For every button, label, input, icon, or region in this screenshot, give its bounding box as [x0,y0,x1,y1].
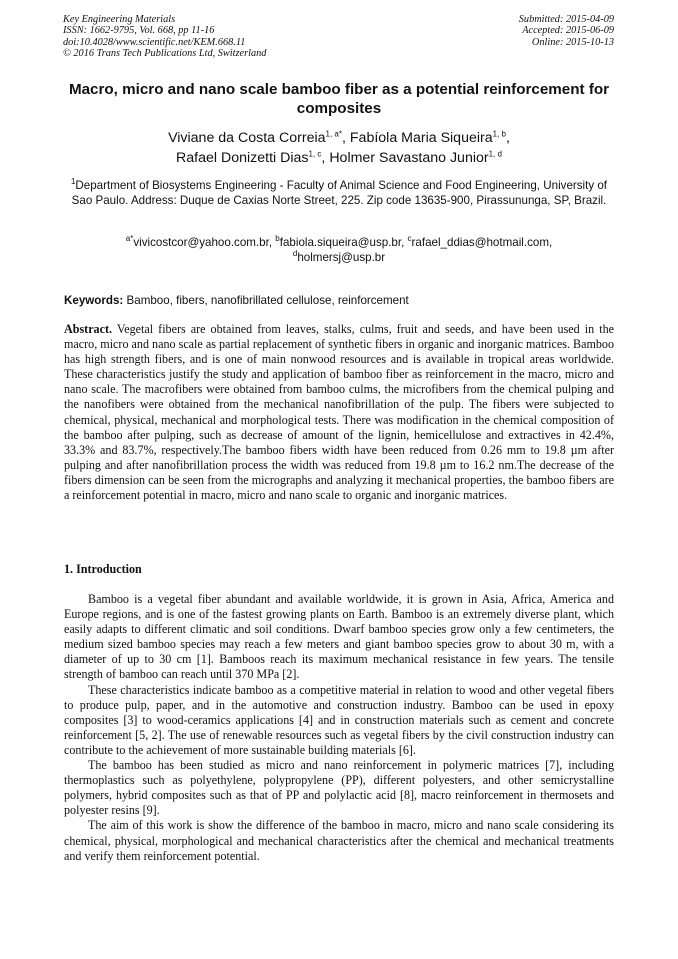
author-superscript: 1, c [308,149,322,159]
email-address[interactable]: vivicostcor@yahoo.com.br [133,236,269,249]
email-separator: , [401,236,408,249]
affiliation-text: Department of Biosystems Engineering - Faculty of Animal Science and Food Engineering, University of Sao Paulo. Address: Duque de Caxias Norte Street, 225. Zip code 13635-900, Pirassununga, SP, Brazil. [71,179,608,208]
issn-line: ISSN: 1662-9795, Vol. 668, pp 11-16 [63,25,215,37]
affiliation [70,178,608,208]
keywords-text: Bamboo, fibers, nanofibrillated cellulose, reinforcement [126,294,409,307]
journal-name: Key Engineering Materials [63,14,176,25]
online-date: Online: 2015-10-13 [531,36,614,48]
author-separator: , [321,150,330,166]
abstract [64,322,614,503]
author-superscript: 1, b [492,129,506,139]
email-superscript: a* [125,234,134,244]
paper-title: Macro, micro and nano scale bamboo fiber as a potential reinforcement for composites [68,81,610,117]
author-name: Viviane da Costa Correia [168,130,326,146]
email-separator: , [268,236,276,249]
paragraph: The bamboo has been studied as micro and nano reinforcement in polymeric matrices [7], including thermoplastics such as polyethylene, polypropylene (PP), different polyesters, and other semicrystalline polymers, hybrid composites such as that of PP and polylactic acid [8], macro reinforcement in thermosets and polyester resins [9]. [64,758,614,818]
email-list [70,235,608,265]
email-address[interactable]: holmersj@usp.br [297,251,386,265]
email-address[interactable]: rafael_ddias@hotmail.com [411,236,549,249]
abstract-text: Vegetal fibers are obtained from leaves, stalks, culms, fruit and seeds, and have been used in the macro, micro and nano scale as partial replacement of synthetic fibers in organic and inorganic matrices. Bamboo has high strength fibers, and is one of main nonwood resources and is available in tropical areas worldwide. These characteristics justify the study and application of bamboo fiber as reinforcement in the macro, micro and nano scale. The macrofibers were obtained from bamboo culms, the microfibers from the chemical pulping and the nanofibers were obtained from the mechanical nanofibrillation of the pulp. The fibers were subjected to chemical, physical, mechanical and morphological tests. There was modification in the chemical composition of the bamboo after pulping, such as decrease of amount of the lignin, hemicellulose and extractives in 42.4%, 33.3% and 83.7%, respectively.The bamboo fibers width have been reduced from 0.26 mm to 19.8 µm after pulping and after nanofibrillation process the width was reduced from 19.8 µm to 16.2 nm.The decrease of the fibers dimension can be seen from the micrographs and analyzing it mechanical properties, the bamboo fibers are a reinforcement potential in macro, micro and nano scale to organic and inorganic matrices. [64,322,614,503]
email-superscript: b [275,234,280,244]
author-name: Fabíola Maria Siqueira [349,130,493,146]
paragraph: These characteristics indicate bamboo as a competitive material in relation to wood and other vegetal fibers to produce pulp, paper, and in the automotive and construction industry. Bamboo can be used in epoxy composites [3] to wood-ceramics applications [4] and in construction materials such as cement and concrete reinforcement [5, 2]. The use of renewable resources such as vegetal fibers by the civil construction industry can contribute to the achievement of more sustainable building materials [6]. [64,682,614,757]
section-heading-introduction: 1. Introduction [64,562,142,576]
author-name: Holmer Savastano Junior [329,150,489,166]
email-superscript: d [292,249,298,259]
introduction-body [64,592,614,864]
email-superscript: c [407,234,412,244]
copyright-line: © 2016 Trans Tech Publications Ltd, Switzerland [63,48,267,60]
affiliation-superscript: 1 [70,177,76,187]
keywords [64,293,614,308]
author-superscript: 1, a* [325,129,342,139]
paragraph: Bamboo is a vegetal fiber abundant and available worldwide, it is grown in Asia, Africa, America and Europe regions, and is one of the fastest growing plants on Earth. Bamboo is an extremely diverse plant, which easily adapts to different climatic and soil conditions. Dwarf bamboo species grow only a few centimeters, the medium sized bamboo species may reach a few meters and giant bamboo species grow to about 30 m, with a diameter of up to 30 cm [1]. Bamboos reach its maximum mechanical resistance in few years. The tensile strength of bamboo can reach until 370 MPa [2]. [64,592,614,682]
author-separator: , [342,130,350,146]
dates-info [519,14,614,48]
doi-line[interactable]: doi:10.4028/www.scientific.net/KEM.668.11 [63,36,246,48]
author-superscript: 1, d [488,149,502,159]
keywords-label: Keywords: [64,294,124,307]
abstract-label: Abstract. [64,322,113,336]
author-name: Rafael Donizetti Dias [176,150,309,166]
submitted-date: Submitted: 2015-04-09 [518,14,614,25]
accepted-date: Accepted: 2015-06-09 [522,25,614,37]
journal-info [63,14,266,60]
author-list [60,128,618,168]
email-separator: , [548,236,553,249]
email-address[interactable]: fabiola.siqueira@usp.br [279,236,402,249]
paragraph: The aim of this work is show the difference of the bamboo in macro, micro and nano scale considering its chemical, physical, morphological and mechanical characteristics after the chemical and mechanical treatments and verify them reinforcement potential. [64,818,614,863]
author-separator: , [505,130,510,146]
